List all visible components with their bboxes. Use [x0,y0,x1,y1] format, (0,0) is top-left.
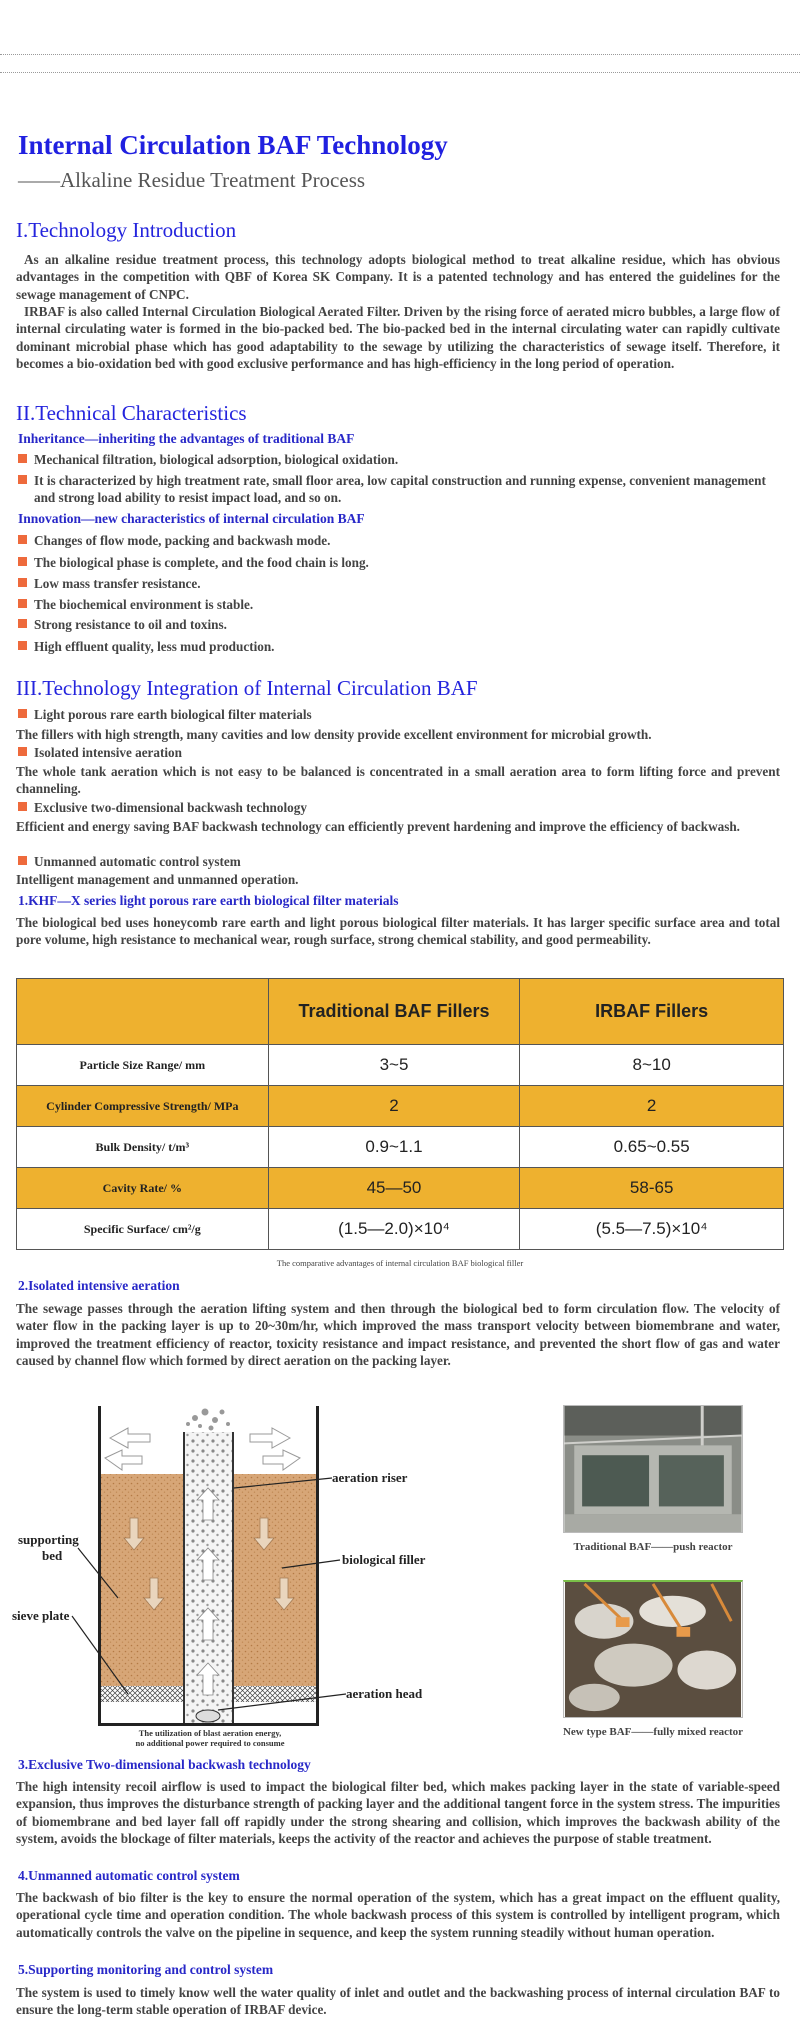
tank-bottom [98,1723,319,1726]
section-1-paragraph-1: As an alkaline residue treatment process, this technology adopts biological method to treat alkaline residue, which has obvious advantages in the competition with QBF of Korea SK Company. It is a patented technology and has entered the guidelines for the sewage management of CNPC. [16,252,780,302]
diagram-caption-line-2: no additional power required to consume [135,1738,285,1748]
table-cell-traditional: 45—50 [268,1168,520,1209]
table-row [17,1127,784,1168]
section-1-paragraph-2: IRBAF is also called Internal Circulation Biological Aerated Filter. Driven by the rising force of aerated micro bubbles, a large flow of internal circulating water is formed in the bio-packed bed. The bio-packed bed in the internal circulating water can rapidly cultivate dominant microbial phase which has good adaptability to the sewage by utilizing the characteristics of sewage itself. Therefore, it becomes a bio-oxidation bed with good exclusive performance and has high-efficiency in the long period of operation. [16,304,780,372]
bullet-square-icon [18,709,27,718]
table-cell-traditional: 3~5 [268,1045,520,1086]
filler-comparison-table [16,978,784,1250]
top-dotted-divider-2 [0,72,800,73]
table-cell-traditional: (1.5—2.0)×10⁴ [268,1209,520,1250]
table-cell-traditional: 2 [268,1086,520,1127]
table-cell-irbaf: (5.5—7.5)×10⁴ [520,1209,784,1250]
table-header-empty [17,979,269,1045]
table-row [17,1045,784,1086]
bullet-square-icon [18,475,27,484]
subsection-3-text: The high intensity recoil airflow is used to impact the biological filter bed, which makes packing layer in the state of variable-speed expansion, thus improves the disturbance strength of packing layer and the additional tangent force in the system stress. The impurities of biomembrane and bed layer fall off rapidly under the strong shearing and collision, which improves the backwash ability of the system, avoids the blockage of filter materials, keeps the activity of the reactor and achieves the purpose of stable treatment. [16,1779,780,1847]
innovation-item: The biological phase is complete, and the food chain is long. [18,554,780,571]
table-row-label: Cavity Rate/ % [17,1168,269,1209]
table-row [17,1168,784,1209]
label-sieve-plate: sieve plate [12,1608,70,1623]
integration-item-title: Light porous rare earth biological filter materials [18,706,780,723]
subsection-4-text: The backwash of bio filter is the key to ensure the normal operation of the system, which has a great impact on the effluent quality, operational cycle time and operation condition. The whole backwash process of this system is controlled by intelligent program, which automatically controls the valve on the pipeline in sequence, and keep the system running steadily without human operation. [16,1890,780,1940]
inheritance-item: It is characterized by high treatment rate, small floor area, low capital construction and running expense, convenient management and strong load ability to resist impact load, and so on. [18,472,780,506]
innovation-item: High effluent quality, less mud production. [18,638,780,655]
section-1-heading: I.Technology Introduction [16,218,237,242]
tank-wall-right [316,1406,319,1726]
biological-filler-bed-right [234,1474,316,1686]
bullet-square-icon [18,802,27,811]
subsection-4-heading: 4.Unmanned automatic control system [18,1868,240,1883]
integration-item-text: The fillers with high strength, many cavities and low density provide excellent environment for microbial growth. [16,727,652,742]
top-dotted-divider-1 [0,54,800,55]
bullet-square-icon [18,747,27,756]
bullet-square-icon [18,557,27,566]
table-header-irbaf: IRBAF Fillers [520,979,784,1045]
subsection-1-text: The biological bed uses honeycomb rare earth and light porous biological filter materials. It has larger specific surface area and total pore volume, high resistance to mechanical wear, rough surface, strong chemical stability, and good permeability. [16,915,780,948]
label-biological-filler: biological filler [342,1552,426,1567]
table-cell-irbaf: 0.65~0.55 [520,1127,784,1168]
subsection-1-heading: 1.KHF—X series light porous rare earth biological filter materials [18,893,399,908]
integration-item-text: Intelligent management and unmanned operation. [16,872,299,887]
table-cell-irbaf: 2 [520,1086,784,1127]
subsection-5-text: The system is used to timely know well the water quality of inlet and outlet and the backwashing process of internal circulation BAF to ensure the long-term stable operation of IRBAF device. [16,1985,780,2018]
table-cell-traditional: 0.9~1.1 [268,1127,520,1168]
table-caption: The comparative advantages of internal circulation BAF biological filler [276,1258,524,1268]
integration-item-title: Unmanned automatic control system [18,853,780,870]
aeration-head-shape [196,1710,220,1722]
aeration-tank-diagram [10,1398,480,1748]
innovation-heading: Innovation—new characteristics of internal circulation BAF [18,511,365,526]
bullet-square-icon [18,599,27,608]
table-row-label: Bulk Density/ t/m³ [17,1127,269,1168]
innovation-item: Changes of flow mode, packing and backwash mode. [18,532,780,549]
table-cell-irbaf: 58-65 [520,1168,784,1209]
riser-wall-right [232,1432,234,1723]
tank-wall-left [98,1406,101,1726]
page-title: Internal Circulation BAF Technology [18,130,448,160]
biological-filler-bed-left [101,1474,183,1686]
page-subtitle: ——Alkaline Residue Treatment Process [18,168,366,192]
bullet-square-icon [18,856,27,865]
bullet-square-icon [18,535,27,544]
table-row [17,1086,784,1127]
table-header-traditional: Traditional BAF Fillers [268,979,520,1045]
label-aeration-riser: aeration riser [332,1470,408,1485]
innovation-item: Low mass transfer resistance. [18,575,780,592]
inheritance-heading: Inheritance—inheriting the advantages of traditional BAF [18,431,355,446]
table-header-row [17,979,784,1045]
riser-wall-left [183,1432,185,1723]
section-3-heading: III.Technology Integration of Internal Circulation BAF [16,676,478,700]
label-supporting: supporting [18,1532,79,1547]
bullet-square-icon [18,641,27,650]
subsection-5-heading: 5.Supporting monitoring and control system [18,1962,274,1977]
subsection-3-heading: 3.Exclusive Two-dimensional backwash technology [18,1757,311,1772]
table-row-label: Particle Size Range/ mm [17,1045,269,1086]
subsection-2-heading: 2.Isolated intensive aeration [18,1278,180,1293]
inheritance-item: Mechanical filtration, biological adsorption, biological oxidation. [18,451,780,468]
bullet-square-icon [18,619,27,628]
table-row-label: Cylinder Compressive Strength/ MPa [17,1086,269,1127]
traditional-baf-photo [563,1405,743,1533]
bullet-square-icon [18,454,27,463]
label-aeration-head: aeration head [346,1686,423,1701]
innovation-item: The biochemical environment is stable. [18,596,780,613]
integration-item-title: Exclusive two-dimensional backwash technology [18,799,780,816]
table-cell-irbaf: 8~10 [520,1045,784,1086]
traditional-baf-caption: Traditional BAF——push reactor [573,1541,733,1553]
label-bed: bed [42,1548,63,1563]
table-row-label: Specific Surface/ cm²/g [17,1209,269,1250]
innovation-item: Strong resistance to oil and toxins. [18,616,780,633]
new-type-baf-caption: New type BAF——fully mixed reactor [562,1726,744,1738]
integration-item-text: The whole tank aeration which is not easy to be balanced is concentrated in a small aeration area to form lifting force and prevent channeling. [16,764,780,797]
diagram-caption-line-1: The utilization of blast aeration energy, [138,1728,282,1738]
subsection-2-text: The sewage passes through the aeration lifting system and then through the biological bed to form circulation flow. The velocity of water flow in the packing layer is up to 20~30m/hr, which improved the mass transport velocity between biomembrane and water, improved the treatment efficiency of reactor, toxicity resistance and impact resistance, and prevented the short flow of gas and water caused by channel flow which formed by direct aeration on the packing layer. [16,1301,780,1369]
bubble-plume [186,1409,230,1431]
integration-item-text: Efficient and energy saving BAF backwash technology can efficiently prevent hardening and improve the efficiency of backwash. [16,819,740,834]
bullet-square-icon [18,578,27,587]
table-row [17,1209,784,1250]
new-type-baf-photo [563,1580,743,1718]
integration-item-title: Isolated intensive aeration [18,744,780,761]
section-2-heading: II.Technical Characteristics [16,401,247,425]
sieve-plate-left [101,1686,183,1702]
